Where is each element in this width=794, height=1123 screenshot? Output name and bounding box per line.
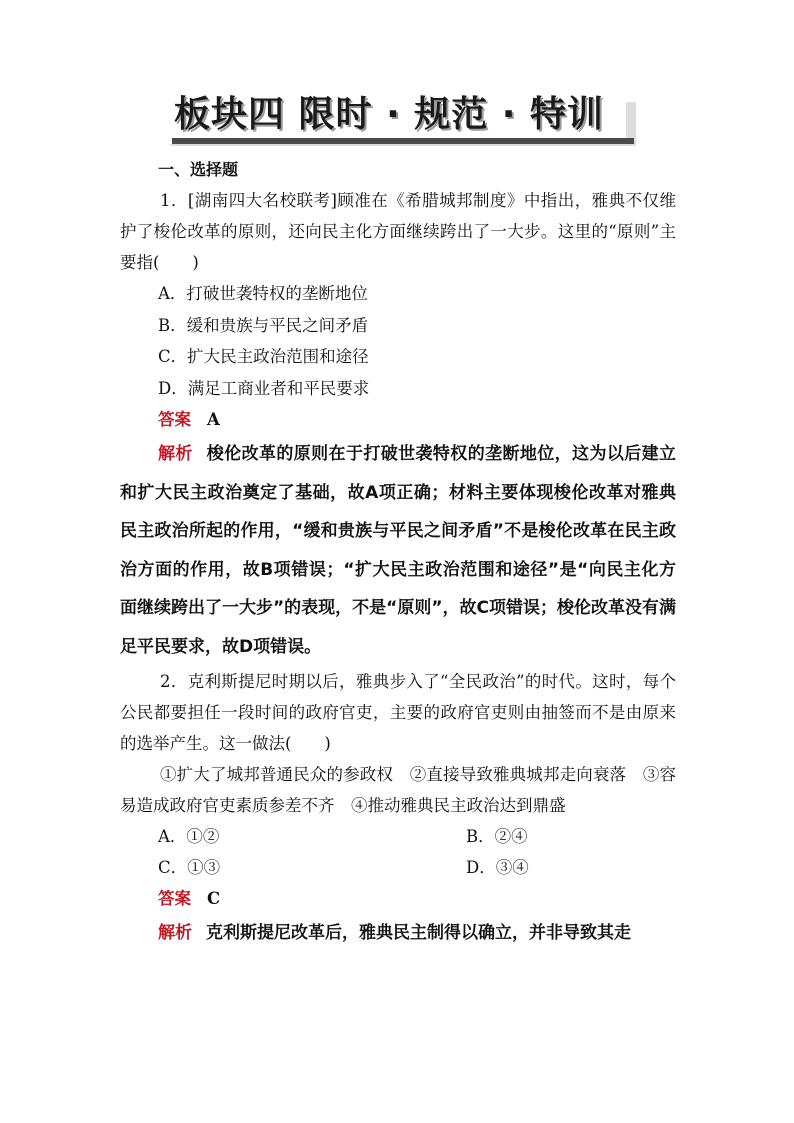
question-2-option-c: C．①③ — [158, 858, 221, 877]
analysis-text: 梭伦改革的原则在于打破世袭特权的垄断地位，这为以后建立和扩大民主政治奠定了基础，故A项正确；材料主要体现梭伦改革对雅典民主政治所起的作用，“缓和贵族与平民之间矛盾”不是梭伦改革在民主政治方面的作用，故B项错误；“扩大民主政治范围和途径”是“向民主化方面继续跨出了一大步”的表现，不是“原则”，故C项错误；梭伦改革没有满足平民要求，故D项错误。 — [120, 444, 677, 657]
question-1-option-d: D．满足工商业者和平民要求 — [158, 378, 370, 398]
banner-underline — [172, 138, 634, 144]
section-banner — [160, 92, 636, 152]
answer-value: A — [207, 410, 220, 429]
question-1-option-b: B．缓和贵族与平民之间矛盾 — [158, 315, 369, 335]
question-2-statements: ①扩大了城邦普通民众的参政权 ②直接导致雅典城邦走向衰落 ③容易造成政府官吏素质参差不齐 ④推动雅典民主政治达到鼎盛 — [120, 765, 676, 815]
section-title: 一、选择题 — [158, 160, 239, 179]
question-1-answer — [120, 404, 676, 435]
analysis-label: 解析 — [158, 444, 193, 464]
question-2-answer — [120, 883, 676, 914]
answer-label: 答案 — [158, 410, 191, 429]
question-1-option-c: C．扩大民主政治范围和途径 — [158, 347, 369, 366]
analysis-text: 克利斯提尼改革后，雅典民主制得以确立，并非导致其走 — [206, 923, 631, 943]
question-1-stem: 1．[湖南四大名校联考]顾准在《希腊城邦制度》中指出，雅典不仅维护了梭伦改革的原则，还向民主化方面继续跨出了一大步。这里的“原则”主要指( ) — [120, 191, 676, 272]
document-body — [120, 155, 676, 953]
answer-label: 答案 — [158, 889, 191, 908]
question-2-options — [120, 821, 676, 883]
question-1-option-a: A．打破世袭特权的垄断地位 — [158, 284, 368, 303]
question-2-option-b: B．②④ — [466, 827, 528, 846]
question-2-stem: 2．克利斯提尼时期以后，雅典步入了“全民政治”的时代。这时，每个公民都要担任一段时间的政府官吏，主要的政府官吏则由抽签而不是由原来的选举产生。这一做法( ) — [120, 672, 676, 753]
banner-title: 板块四 限时 · 规范 · 特训 — [174, 94, 605, 135]
question-2-option-d: D．③④ — [466, 858, 529, 877]
question-1-analysis — [120, 435, 676, 666]
answer-value: C — [207, 889, 221, 908]
analysis-label: 解析 — [158, 923, 192, 943]
question-2-option-a: A．①② — [158, 827, 220, 846]
question-2-analysis — [120, 914, 676, 953]
